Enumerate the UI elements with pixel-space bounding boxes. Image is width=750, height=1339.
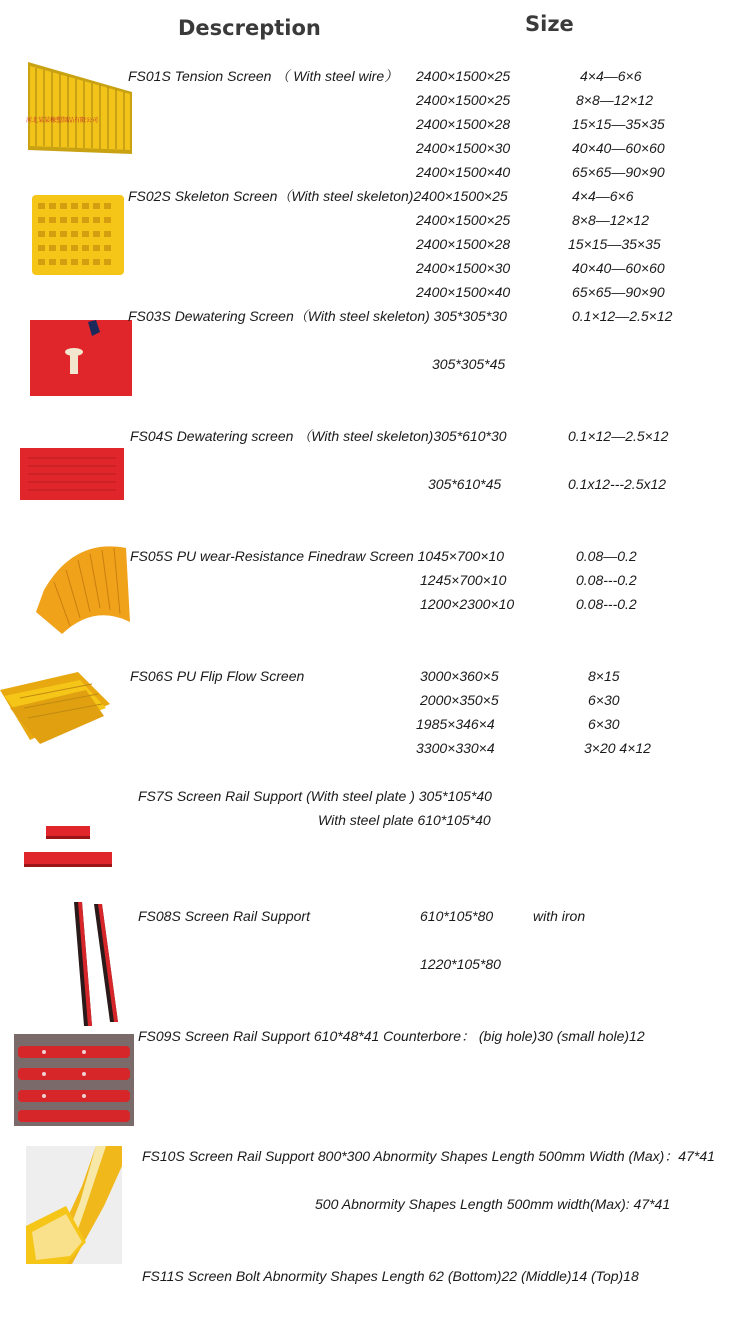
rail-support-image xyxy=(70,898,122,1030)
size: 8×8—12×12 xyxy=(576,92,654,108)
product-title-fs03s: FS03S Dewatering Screen（With steel skeleton) 305*305*30 xyxy=(128,308,507,324)
size: 6×30 xyxy=(588,716,620,732)
size: 0.08---0.2 xyxy=(576,596,637,612)
size: 15×15—35×35 xyxy=(568,236,661,252)
size: 8×8—12×12 xyxy=(572,212,650,228)
watermark: 河北某某橡塑制品有限公司 xyxy=(26,118,99,124)
description-header: Descreption xyxy=(178,16,321,40)
product-title-fs09s: FS09S Screen Rail Support 610*48*41 Counterbore： (big hole)30 (small hole)12 xyxy=(138,1028,645,1044)
product-note: with iron xyxy=(533,908,586,924)
product-title-fs08s: FS08S Screen Rail Support xyxy=(138,908,310,924)
dim: 2400×1500×30 xyxy=(416,140,511,156)
rail-support-image xyxy=(14,1034,134,1126)
size: 0.1x12---2.5x12 xyxy=(568,476,667,492)
product-title-fs7s: FS7S Screen Rail Support (With steel plate ) 305*105*40 xyxy=(138,788,492,804)
product-title-fs06s: FS06S PU Flip Flow Screen xyxy=(130,668,305,684)
dim: 1985×346×4 xyxy=(416,716,495,732)
product-title-fs10s: FS10S Screen Rail Support 800*300 Abnormity Shapes Length 500mm Width (Max)：47*41 xyxy=(142,1148,715,1164)
dim: 2400×1500×28 xyxy=(416,116,511,132)
size: 6×30 xyxy=(588,692,620,708)
tension-screen-image xyxy=(26,62,134,154)
dim: 2000×350×5 xyxy=(420,692,499,708)
product-detail: With steel plate 610*105*40 xyxy=(318,812,491,828)
dim: 2400×1500×25 xyxy=(416,92,511,108)
dim: 2400×1500×40 xyxy=(416,164,511,180)
product-title-fs11s: FS11S Screen Bolt Abnormity Shapes Length 62 (Bottom)22 (Middle)14 (Top)18 xyxy=(142,1268,639,1284)
dim: 1200×2300×10 xyxy=(420,596,515,612)
product-title-fs01s: FS01S Tension Screen （ With steel wire） xyxy=(128,68,399,84)
dewatering-screen-image xyxy=(20,448,124,500)
dim: 2400×1500×28 xyxy=(416,236,511,252)
dim: 2400×1500×40 xyxy=(416,284,511,300)
dim: 1245×700×10 xyxy=(420,572,507,588)
product-detail: 500 Abnormity Shapes Length 500mm width(Max): 47*41 xyxy=(315,1196,671,1212)
size: 0.1×12—2.5×12 xyxy=(568,428,669,444)
size: 0.08—0.2 xyxy=(576,548,637,564)
rail-support-image xyxy=(22,824,114,870)
product-title-fs05s: FS05S PU wear-Resistance Finedraw Screen 1045×700×10 xyxy=(130,548,505,564)
size: 8×15 xyxy=(588,668,620,684)
rail-support-image xyxy=(26,1146,122,1264)
size: 40×40—60×60 xyxy=(572,140,665,156)
dim: 3300×330×4 xyxy=(416,740,495,756)
size-header: Size xyxy=(525,12,574,36)
size: 40×40—60×60 xyxy=(572,260,665,276)
dim: 2400×1500×30 xyxy=(416,260,511,276)
size: 0.1×12—2.5×12 xyxy=(572,308,673,324)
dim: 305*610*45 xyxy=(428,476,502,492)
product-title-fs02s: FS02S Skeleton Screen（With steel skeleton)2400×1500×25 xyxy=(128,188,508,204)
size: 65×65—90×90 xyxy=(572,164,665,180)
product-title-fs04s: FS04S Dewatering screen （With steel skeleton)305*610*30 xyxy=(130,428,507,444)
size: 4×4—6×6 xyxy=(580,68,642,84)
dim: 610*105*80 xyxy=(420,908,494,924)
skeleton-screen-image xyxy=(32,195,124,275)
size: 15×15—35×35 xyxy=(572,116,665,132)
dim: 305*305*45 xyxy=(432,356,506,372)
flip-flow-screen-image xyxy=(0,668,112,748)
dim: 2400×1500×25 xyxy=(416,68,511,84)
finedraw-screen-image xyxy=(34,542,134,636)
dewatering-screen-image xyxy=(30,318,132,396)
dim: 1220*105*80 xyxy=(420,956,501,972)
size: 3×20 4×12 xyxy=(584,740,651,756)
size: 0.08---0.2 xyxy=(576,572,637,588)
size: 4×4—6×6 xyxy=(572,188,634,204)
size: 65×65—90×90 xyxy=(572,284,665,300)
dim: 3000×360×5 xyxy=(420,668,499,684)
dim: 2400×1500×25 xyxy=(416,212,511,228)
